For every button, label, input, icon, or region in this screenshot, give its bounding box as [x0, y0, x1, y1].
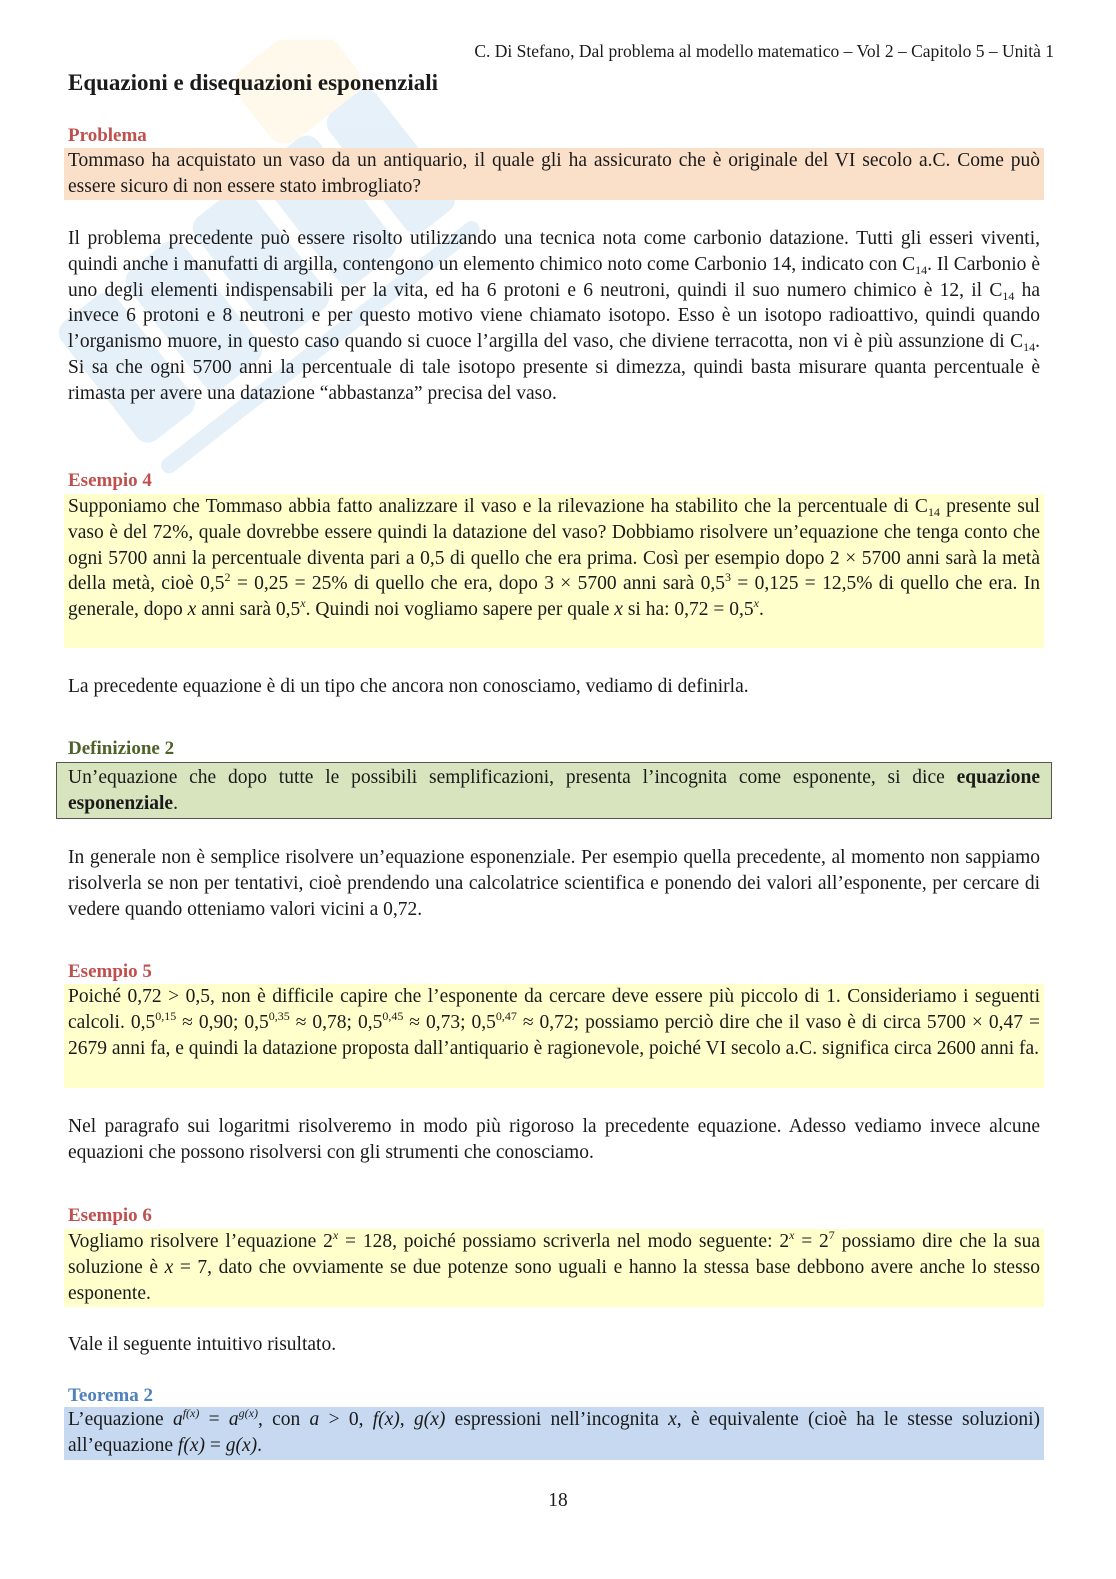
intro-paragraph: Il problema precedente può essere risolto utilizzando una tecnica nota come carbonio datazione. Tutti gli esseri viventi, quindi anche i manufatti di argilla, contengono un elemento chimico noto come Carbonio 14, indicato con $C_{14}$. Il Carbonio è uno degli elementi indispensabili per la vita, ed ha 6 protoni e 6 neutroni, quindi il suo numero chimico è 12, il $C_{14}$ ha invece 6 protoni e 8 neutroni e per questo motivo viene chiamato isotopo. Esso è un isotopo radioattivo, quindi quando l’organismo muore, in questo caso quando si cuoce l’argilla del vaso, che diviene terracotta, non vi è più assunzione di $C_{14}$. Si sa che ogni 5700 anni la percentuale di tale isotopo presente si dimezza, quindi basta misurare quanta percentuale è rimasta per avere una datazione “abbastanza” precisa del vaso.	[68, 228, 1041, 404]
page-number: 18	[548, 1490, 568, 1511]
definizione2-label: Definizione 2	[68, 738, 175, 759]
page-header: C. Di Stefano, Dal problema al modello matematico – Vol 2 – Capitolo 5 – Unità 1	[474, 41, 1054, 61]
intuitive-result-paragraph: Vale il seguente intuitivo risultato.	[68, 1334, 337, 1355]
esempio5-label: Esempio 5	[68, 961, 152, 982]
intro-text-1: Il problema precedente può essere risolto utilizzando una tecnica nota come carbonio datazione. Tutti gli esseri viventi, quindi anche i manufatti di argilla, contengono un elemento chimico noto come Carbonio 14, indicato con	[68, 228, 1040, 275]
definizione2-box: Un’equazione che dopo tutte le possibili semplificazioni, presenta l’incognita come esponente, si dice equazione esponenziale.	[56, 762, 1052, 819]
logaritmi-paragraph: Nel paragrafo sui logaritmi risolveremo in modo più rigoroso la precedente equazione. Adesso vediamo invece alcune equazioni che possono risolversi con gli strumenti che conosciamo.	[68, 1116, 1040, 1163]
esempio4-box: Supponiamo che Tommaso abbia fatto analizzare il vaso e la rilevazione ha stabilito che la percentuale di $C_{14}$ presente sul vaso è del 72%, quale dovrebbe essere quindi la datazione del vaso? Dobbiamo risolvere un’equazione che tenga conto che ogni 5700 anni la percentuale diventa pari a 0,5 di quello che era prima. Così per esempio dopo 2 × 5700 anni sarà la metà della metà, cioè $0,5^2 = 0,25 = 25\%$ di quello che era, dopo 3 × 5700 anni sarà $0,5^3 = 0,125 = 12,5\%$ di quello che era. In generale, dopo x anni sarà 0,5$^x$. Quindi noi vogliamo sapere per quale x si ha: $0,72 = 0,5^x$.	[64, 494, 1044, 648]
teorema2-box: L’equazione $a^{f(x)} = a^{g(x)}$, con a > 0, f(x), g(x) espressioni nell’incognita x, è equivalente (cioè ha le stesse soluzioni) all’equazione f(x) = g(x).	[64, 1407, 1044, 1460]
teorema2-label: Teorema 2	[68, 1385, 153, 1406]
general-paragraph: In generale non è semplice risolvere un’equazione esponenziale. Per esempio quella precedente, al momento non sappiamo risolverla se non per tentativi, cioè prendendo una calcolatrice scientifica e ponendo dei valori all’esponente, per cercare di vedere quando otteniamo valori vicini a 0,72.	[68, 847, 1040, 920]
esempio4-label: Esempio 4	[68, 470, 152, 491]
page-title: Equazioni e disequazioni esponenziali	[68, 70, 438, 95]
problema-label: Problema	[68, 125, 147, 146]
esempio5-box: Poiché 0,72 > 0,5, non è difficile capire che l’esponente da cercare deve essere più piccolo di 1. Consideriamo i seguenti calcoli. $0,5^{0,15} \approx 0,90$; $0,5^{0,35} \approx 0,78$; $0,5^{0,45} \approx 0,73$; $0,5^{0,47} \approx 0,72$; possiamo perciò dire che il vaso è di circa 5700 × 0,47 = 2679 anni fa, e quindi la datazione proposta dall’antiquario è ragionevole, poiché VI secolo a.C. significa circa 2600 anni fa.	[64, 984, 1044, 1088]
after-esempio4-paragraph: La precedente equazione è di un tipo che ancora non conosciamo, vediamo di definirla.	[68, 676, 749, 697]
problema-box: Tommaso ha acquistato un vaso da un antiquario, il quale gli ha assicurato che è originale del VI secolo a.C. Come può essere sicuro di non essere stato imbrogliato?	[64, 148, 1044, 200]
esempio6-box: Vogliamo risolvere l’equazione $2^x = 128$, poiché possiamo scriverla nel modo seguente: $2^x = 2^7$ possiamo dire che la sua soluzione è x = 7, dato che ovviamente se due potenze sono uguali e hanno la stessa base debbono avere anche lo stesso esponente.	[64, 1229, 1044, 1307]
esempio6-label: Esempio 6	[68, 1205, 152, 1226]
